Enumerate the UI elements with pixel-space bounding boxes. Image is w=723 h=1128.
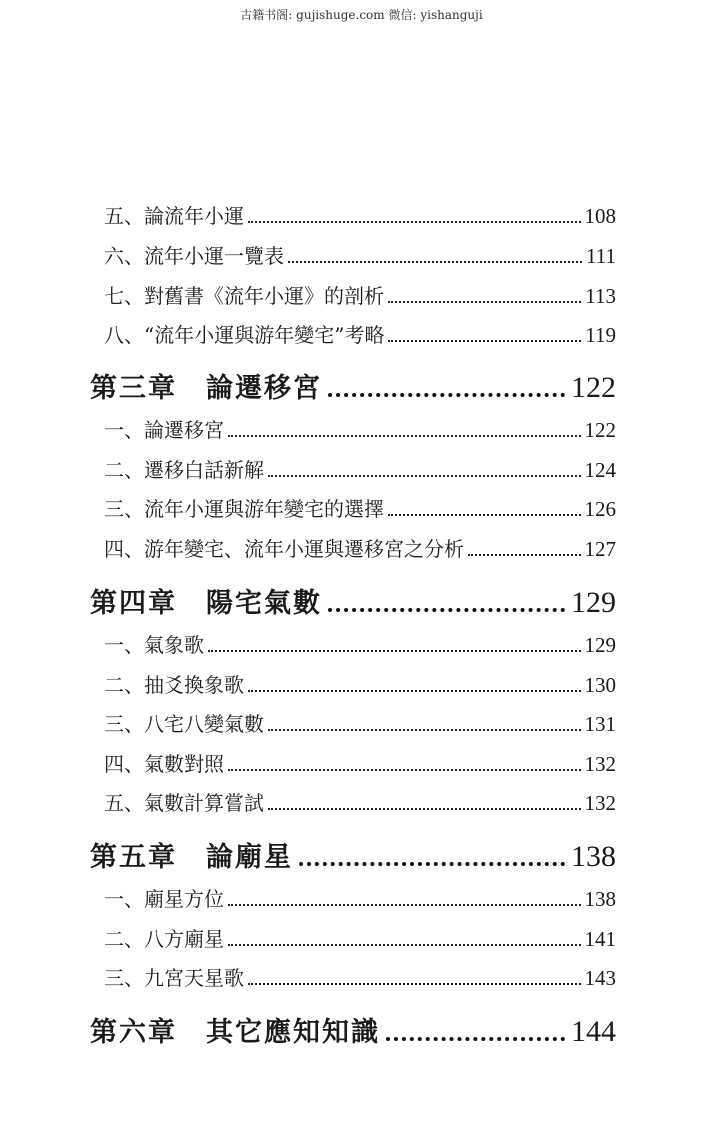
toc-entry-page: 132 <box>584 752 616 776</box>
toc-entry-page: 111 <box>586 244 616 268</box>
toc-entry-title: 六、流年小運一覽表 <box>104 244 284 268</box>
toc-entry-page: 138 <box>584 887 616 911</box>
dot-leader <box>208 650 581 652</box>
toc-entry <box>104 883 616 912</box>
toc-entry <box>104 923 616 952</box>
dot-leader <box>248 690 581 692</box>
dot-leader <box>388 340 581 342</box>
toc-entry-page: 119 <box>585 323 616 347</box>
toc-entry <box>104 708 616 737</box>
toc-entry <box>104 962 616 991</box>
toc-chapter <box>90 366 616 405</box>
toc-entry <box>104 200 616 229</box>
toc-entry-page: 131 <box>584 712 616 736</box>
dot-leader <box>468 554 581 556</box>
toc-entry-title: 三、九宮天星歌 <box>104 966 244 990</box>
dot-leader <box>228 435 581 437</box>
toc-chapter-page: 138 <box>571 840 616 873</box>
toc-entry-page: 113 <box>585 284 616 308</box>
dot-leader <box>268 729 581 731</box>
toc-entry <box>104 669 616 698</box>
dot-leader <box>248 221 581 223</box>
dot-leader <box>248 983 581 985</box>
toc-entry-page: 124 <box>584 458 616 482</box>
toc-chapter-title: 第三章 論遷移宮 <box>90 373 322 404</box>
toc-entry-title: 四、游年變宅、流年小運與遷移宮之分析 <box>104 537 464 561</box>
dot-leader <box>386 1037 565 1041</box>
toc-chapter-title: 第五章 論廟星 <box>90 842 293 873</box>
toc-entry-title: 二、抽爻換象歌 <box>104 673 244 697</box>
toc-entry <box>104 454 616 483</box>
dot-leader <box>328 608 565 612</box>
dot-leader <box>228 769 581 771</box>
toc-chapter <box>90 1010 616 1049</box>
toc-entry <box>104 414 616 443</box>
toc-entry-title: 一、氣象歌 <box>104 633 204 657</box>
toc-chapter-page: 129 <box>571 586 616 619</box>
toc-entry-page: 108 <box>584 204 616 228</box>
toc-entry <box>104 240 616 269</box>
toc-entry-page: 130 <box>584 673 616 697</box>
dot-leader <box>328 393 565 397</box>
toc-chapter-title: 第四章 陽宅氣數 <box>90 588 322 619</box>
toc-entry <box>104 629 616 658</box>
toc-entry <box>104 748 616 777</box>
dot-leader <box>288 261 582 263</box>
toc-entry-title: 四、氣數對照 <box>104 752 224 776</box>
toc-chapter <box>90 835 616 874</box>
toc-entry-page: 132 <box>584 791 616 815</box>
toc-entry-title: 八、“流年小運與游年變宅”考略 <box>104 323 385 347</box>
toc-entry-title: 一、論遷移宮 <box>104 418 224 442</box>
dot-leader <box>228 944 581 946</box>
toc-entry-title: 三、八宅八變氣數 <box>104 712 264 736</box>
toc-entry-page: 126 <box>584 497 616 521</box>
toc-entry-title: 二、遷移白話新解 <box>104 458 264 482</box>
toc-chapter-title: 第六章 其它應知知識 <box>90 1017 380 1048</box>
toc-entry-page: 127 <box>584 537 616 561</box>
toc-entry-page: 143 <box>584 966 616 990</box>
dot-leader <box>388 301 581 303</box>
toc-entry <box>104 493 616 522</box>
toc-entry-page: 122 <box>584 418 616 442</box>
dot-leader <box>228 904 581 906</box>
toc-entry <box>104 280 616 309</box>
toc-chapter <box>90 581 616 620</box>
watermark-header: 古籍书阁: gujishuge.com 微信: yishanguji <box>240 8 483 22</box>
toc-entry <box>104 319 616 348</box>
toc-chapter-page: 144 <box>571 1015 616 1048</box>
toc-chapter-page: 122 <box>571 371 616 404</box>
toc-entry-title: 一、廟星方位 <box>104 887 224 911</box>
toc-entry-title: 五、論流年小運 <box>104 204 244 228</box>
dot-leader <box>268 475 581 477</box>
toc-entry-title: 三、流年小運與游年變宅的選擇 <box>104 497 384 521</box>
toc-entry-page: 129 <box>584 633 616 657</box>
dot-leader <box>299 862 565 866</box>
toc-entry-title: 五、氣數計算嘗試 <box>104 791 264 815</box>
toc-entry-page: 141 <box>584 927 616 951</box>
toc-entry <box>104 533 616 562</box>
toc-entry-title: 七、對舊書《流年小運》的剖析 <box>104 284 384 308</box>
toc-entry-title: 二、八方廟星 <box>104 927 224 951</box>
toc-entry <box>104 787 616 816</box>
dot-leader <box>388 514 581 516</box>
dot-leader <box>268 808 581 810</box>
